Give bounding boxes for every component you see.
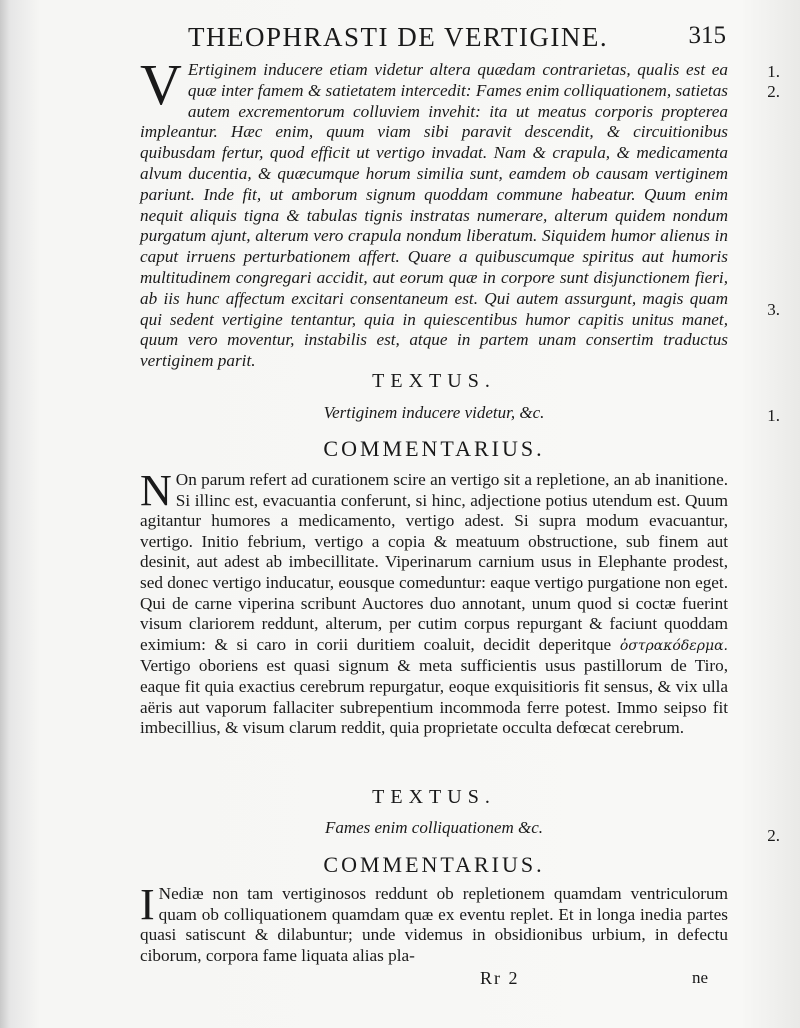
textus-heading-2: TEXTUS. bbox=[372, 786, 496, 808]
margin-note-1: 1. bbox=[767, 62, 780, 81]
page-number: 315 bbox=[688, 22, 726, 49]
textus-heading-1: TEXTUS. bbox=[372, 370, 496, 392]
margin-note-2: 2. bbox=[767, 82, 780, 101]
commentarius-heading-2: COMMENTARIUS. bbox=[323, 852, 545, 877]
lemma-2: Fames enim colliquationem &c. bbox=[324, 818, 544, 837]
commentary-1-dropcap: N bbox=[140, 466, 172, 515]
commentarius-heading-1: COMMENTARIUS. bbox=[323, 436, 545, 461]
intro-text: Ertiginem inducere etiam videtur altera quædam contrarietas, qualis est ea quæ inter famem & satietatem intercedit: Fames enim colliquationem, satietas autem excrementorum colluviem invehit: ita ut meatus corporis propterea impleantur. Hæc enim, quum viam sibi paravit descendit, & circuitionibus quibusdam fertur, quod efficit ut vertigo invadat. Nam & crapula, & medicamenta alvum ducentia, & quæcumque horum similia sunt, eamdem ob causam vertiginem pariunt. Inde fit, ut amborum signum quoddam commune habeatur. Quum enim nequit aliquis tigna & tabulas tignis instratas numerare, alterum quidem nondum purgatum ajunt, alterum vero crapula nondum liberatum. Siquidem humor alienus in caput irruens perturbationem affert. Quare a quibuscumque spiritus aut humoris multitudinem congregari accidit, aut eorum quæ in corpore sunt disjunctionem fieri, ab iis hunc affectum excitari consentaneum est. Qui autem assurgunt, magis quam qui sedent vertigine tentantur, quia in quiescentibus humor capitis unitus manet, quum vero moventur, instabilis est, atque in partem unam consertim traductus vertiginem parit. bbox=[140, 60, 728, 371]
commentary-1-text-a: On parum refert ad curationem scire an vertigo sit a repletione, an ab inanitione. Si illinc est, evacuantia conferunt, si hinc, adjectione potius utendum est. Quum agitantur humores a medicamento, vertigo adest. Si supra modum evacuantur, vertigo. Initio febrium, vertigo a copia & meatuum obstructione, sub finem aut desinit, aut adest ab imbecillitate. Viperinarum carnium usus in Elephante prodest, sed donec vertigo inducatur, eousque comeduntur: eaque vertigo purgatione non eget. Qui de carne viperina scribunt Auctores duo annotant, unum quod si coctæ fuerint visum clariorem reddunt, alterum, per cutim corpus repurgant & faciunt quoddam eximium: & si caro in corii duritiem coaluit, decidit deperitque bbox=[140, 470, 728, 654]
signature-mark: Rr 2 bbox=[480, 968, 520, 988]
margin-note-3: 3. bbox=[767, 300, 780, 319]
page-header bbox=[140, 20, 730, 56]
margin-note-5: 2. bbox=[767, 826, 780, 845]
commentary-2-dropcap: I bbox=[140, 880, 155, 929]
commentary-1-text-b: Vertigo oboriens est quasi signum & meta sufficientis usus pastillorum de Tiro, eaque fit quia exactius cerebrum repurgatur, eoque exquisitioris fit sensus, & vix ulla aëris aut vaporum fallaciter subrepentium incommoda ferre potest. Immo seipso fit imbecillius, & visum clarum reddit, quia proprietate occulta defœcat cerebrum. bbox=[140, 656, 728, 738]
lemma-1: Vertiginem inducere videtur, &c. bbox=[323, 403, 545, 422]
margin-note-4: 1. bbox=[767, 406, 780, 425]
greek-word: ὀστρακόδερμα. bbox=[619, 637, 729, 654]
intro-dropcap: V bbox=[140, 52, 182, 117]
commentary-paragraph-2 bbox=[140, 880, 728, 966]
intro-paragraph bbox=[140, 52, 728, 372]
commentary-2-text: Nediæ non tam vertiginosos reddunt ob repletionem quamdam ventriculorum quam ob colliquationem quamdam quæ ex eventu replet. Et in longa inedia partes quasi satiscunt & dilabuntur; unde videmus in obsidionibus urbium, in defectu ciborum, corpora fame liquata alias pla- bbox=[140, 884, 728, 965]
running-title: THEOPHRASTI DE VERTIGINE. bbox=[188, 22, 609, 52]
commentary-paragraph-1 bbox=[140, 466, 729, 739]
catchword: ne bbox=[692, 968, 709, 987]
